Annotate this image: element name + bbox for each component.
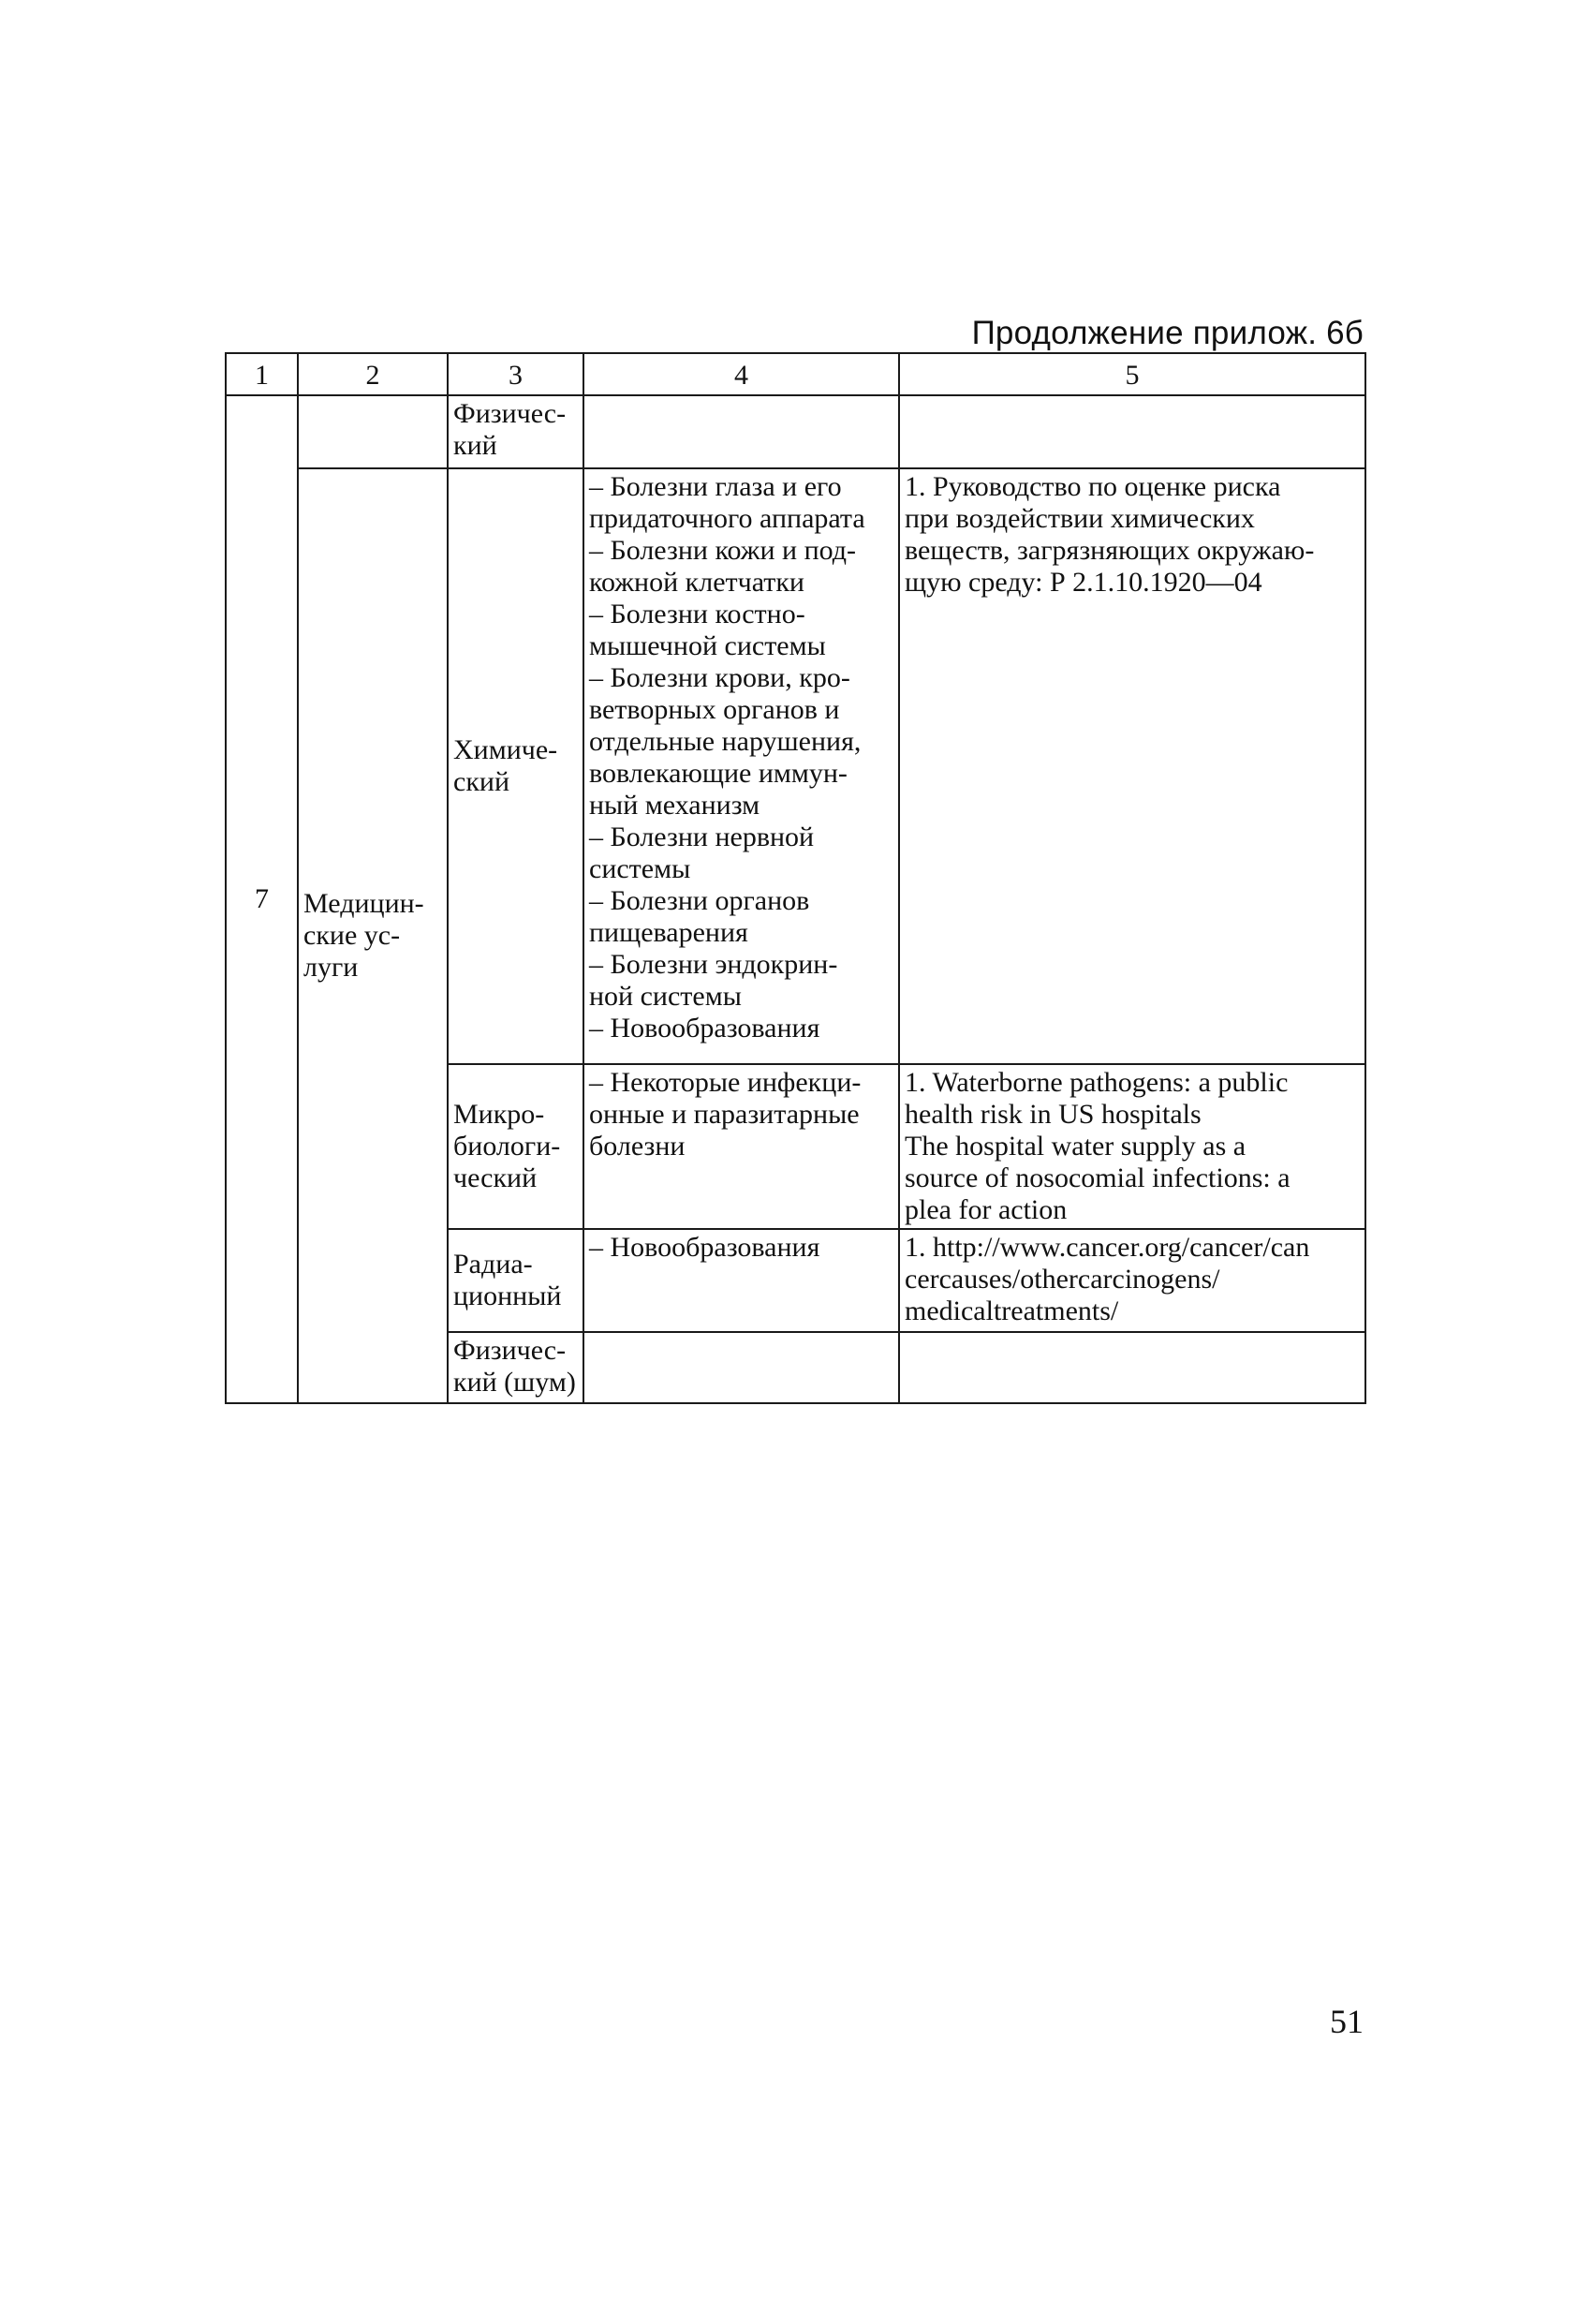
disease-item [589,535,893,599]
disease-line: – Болезни глаза и его [589,471,842,502]
reference-line: source of nosocomial infections: a [905,1162,1291,1193]
disease-line: онные и паразитарные [589,1099,860,1130]
appendix-table [225,352,1366,1404]
disease-item [589,471,893,535]
column-header-3: 3 [448,353,583,395]
reference-line: веществ, загрязняющих окружаю- [905,535,1315,566]
disease-line: вовлекающие иммун- [589,758,848,789]
disease-line: – Болезни кожи и под- [589,535,857,566]
disease-line: – Новообразования [589,1013,820,1044]
reference-item [905,471,1360,599]
disease-line: пищеварения [589,917,748,948]
reference-line: 1. Руководство по оценке риска [905,471,1281,502]
factor-name-line: ционный [453,1280,562,1311]
disease-line: – Болезни костно- [589,599,805,629]
factor-name-line: Микро- [453,1099,545,1130]
disease-line: ной системы [589,981,742,1012]
reference-line: 1. http://www.cancer.org/cancer/can [905,1232,1310,1263]
reference-item [905,1067,1360,1131]
disease-item [589,599,893,662]
diseases-cell [583,1064,899,1229]
column-header-2: 2 [298,353,448,395]
references-cell [899,1064,1365,1229]
page-number: 51 [1330,2003,1364,2040]
disease-item [589,1232,893,1264]
factor-name-line: биологи- [453,1131,561,1162]
disease-item [589,1067,893,1162]
factor-cell [448,1332,583,1403]
disease-item [589,885,893,949]
group-name-line: Медицин- [303,888,424,919]
factor-cell [448,1064,583,1229]
row-number-cell: 7 [226,395,298,1403]
reference-line: plea for action [905,1194,1068,1225]
disease-item [589,1013,893,1044]
disease-line: системы [589,853,691,884]
factor-name-line: кий [453,430,497,461]
factor-name-line: кий (шум) [453,1367,576,1398]
disease-line: – Болезни эндокрин- [589,949,838,980]
disease-line: ный механизм [589,790,760,821]
disease-line: – Некоторые инфекци- [589,1067,862,1098]
group-name-line: ские ус- [303,920,401,951]
diseases-cell [583,1332,899,1403]
disease-line: – Болезни нервной [589,822,815,852]
disease-line: болезни [589,1131,686,1162]
diseases-cell [583,395,899,468]
disease-line: мышечной системы [589,630,826,661]
factor-name-line: Радиа- [453,1249,533,1280]
reference-line: The hospital water supply as a [905,1131,1246,1162]
references-cell [899,468,1365,1064]
reference-line: щую среду: Р 2.1.10.1920—04 [905,567,1262,598]
factor-cell [448,395,583,468]
factor-name-line: ческий [453,1162,538,1193]
factor-name-line: Физичес- [453,1335,567,1366]
table-row [226,468,1365,1064]
references-cell [899,1229,1365,1332]
column-header-5: 5 [899,353,1365,395]
reference-line: при воздействии химических [905,503,1255,534]
group-name-line: луги [303,952,359,983]
disease-line: отдельные нарушения, [589,726,862,757]
disease-item [589,662,893,822]
diseases-cell [583,468,899,1064]
factor-name-line: Химиче- [453,734,558,765]
reference-line: cercauses/othercarcinogens/ [905,1264,1220,1295]
disease-item [589,949,893,1013]
disease-line: – Болезни органов [589,885,810,916]
table-header-row [226,353,1365,395]
disease-line: ветворных органов и [589,694,840,725]
group-cell [298,468,448,1403]
factor-cell [448,468,583,1064]
reference-item [905,1131,1360,1226]
table-row [226,395,1365,468]
disease-line: придаточного аппарата [589,503,865,534]
factor-name-line: Физичес- [453,398,567,429]
references-cell [899,395,1365,468]
group-cell-empty [298,395,448,468]
disease-item [589,822,893,885]
reference-line: health risk in US hospitals [905,1099,1202,1130]
disease-line: кожной клетчатки [589,567,804,598]
references-cell [899,1332,1365,1403]
column-header-4: 4 [583,353,899,395]
disease-line: – Болезни крови, кро- [589,662,850,693]
reference-item [905,1232,1360,1327]
diseases-cell [583,1229,899,1332]
factor-name-line: ский [453,766,509,797]
reference-line: medicaltreatments/ [905,1295,1119,1326]
page-caption: Продолжение прилож. 6б [971,315,1364,351]
reference-line: 1. Waterborne pathogens: a public [905,1067,1289,1098]
column-header-1: 1 [226,353,298,395]
factor-cell [448,1229,583,1332]
disease-line: – Новообразования [589,1232,820,1263]
